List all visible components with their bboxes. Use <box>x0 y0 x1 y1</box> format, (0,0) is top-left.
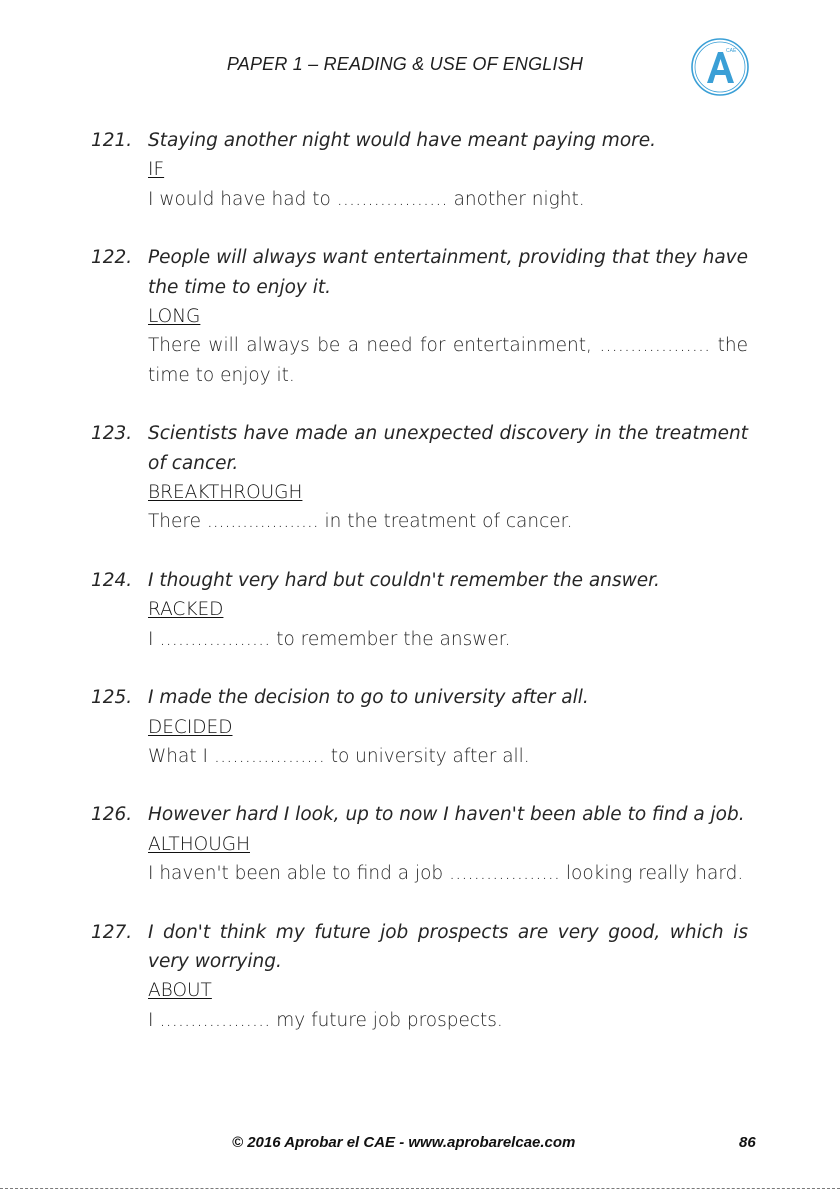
question-number: 127. <box>91 921 133 943</box>
question-number: 122. <box>91 247 133 269</box>
question-answer-sentence: I would have had to ……………… another night. <box>148 188 585 210</box>
page-number: 86 <box>739 1134 756 1151</box>
question-keyword: ALTHOUGH <box>148 833 250 855</box>
question-answer-sentence: I haven't been able to find a job ……………… looking really hard. <box>148 863 744 885</box>
question-item <box>0 419 748 537</box>
cae-logo <box>690 37 750 97</box>
question-answer-sentence: I ……………… my future job prospects. <box>148 1009 503 1031</box>
question-prompt: Staying another night would have meant paying more. <box>148 130 657 151</box>
bottom-divider <box>0 1188 840 1189</box>
question-number: 124. <box>91 569 133 591</box>
question-number: 126. <box>91 804 133 826</box>
question-keyword: BREAKTHROUGH <box>148 482 303 504</box>
question-answer-sentence: There ................... in the treatment of cancer. <box>148 511 573 533</box>
question-keyword: IF <box>148 159 165 181</box>
question-item <box>0 918 748 1036</box>
logo-outer-ring <box>692 39 748 95</box>
footer-copyright: © 2016 Aprobar el CAE - www.aprobarelcae.com <box>232 1134 576 1151</box>
question-prompt: Scientists have made an unexpected discovery in the treatment of cancer. <box>148 423 748 474</box>
question-item <box>0 800 748 888</box>
logo-small-label: CAE <box>726 48 737 54</box>
question-list <box>0 126 840 1064</box>
logo-letter-a <box>707 52 734 83</box>
question-answer-sentence: There will always be a need for entertainment, ……………… the time to enjoy it. <box>148 335 748 386</box>
question-answer-sentence: I ……………… to remember the answer. <box>148 628 511 650</box>
question-prompt: People will always want entertainment, providing that they have the time to enjoy it. <box>148 247 748 298</box>
question-prompt: I don't think my future job prospects are very good, which is very worrying. <box>148 921 748 972</box>
question-prompt: I thought very hard but couldn't remember the answer. <box>148 569 660 591</box>
question-item <box>0 566 748 654</box>
logo-inner-ring <box>695 42 745 92</box>
page-header-title: PAPER 1 – READING & USE OF ENGLISH <box>226 54 584 74</box>
question-answer-sentence: What I ……………… to university after all. <box>148 745 530 767</box>
question-number: 125. <box>91 687 133 709</box>
question-prompt: However hard I look, up to now I haven't been able to find a job. <box>148 804 745 826</box>
question-number: 121. <box>91 130 133 151</box>
question-keyword: ABOUT <box>148 980 212 1002</box>
question-prompt: I made the decision to go to university after all. <box>148 687 589 709</box>
question-keyword: RACKED <box>148 599 224 621</box>
question-keyword: DECIDED <box>148 716 233 738</box>
question-keyword: LONG <box>148 306 201 328</box>
question-item <box>0 683 748 771</box>
question-item <box>0 243 748 390</box>
question-item <box>0 126 748 214</box>
question-number: 123. <box>91 423 133 445</box>
